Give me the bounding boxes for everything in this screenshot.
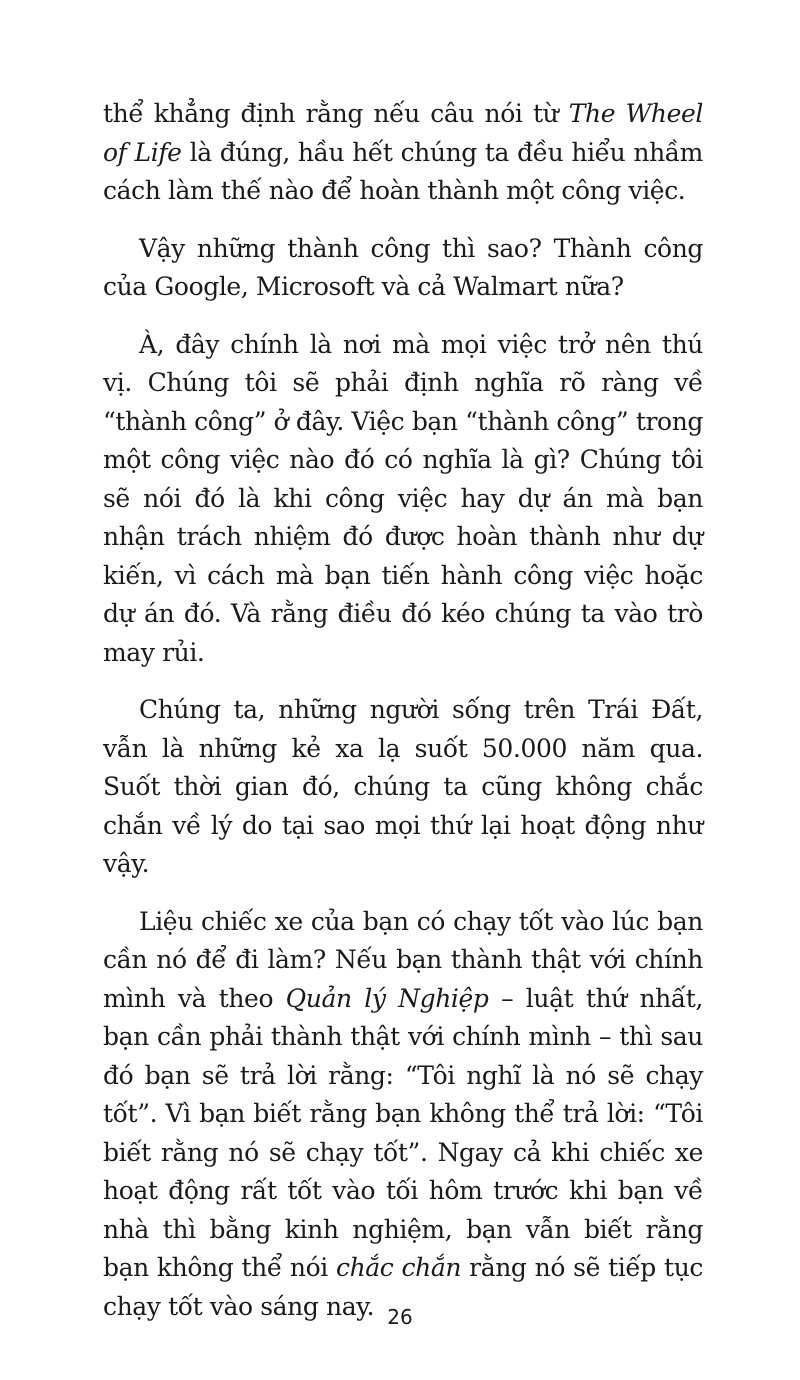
text-run: là đúng, hầu hết chúng ta đều hiểu nhầm cách làm thế nào để hoàn thành một công việc.: [103, 137, 703, 205]
paragraph: [103, 326, 703, 673]
italic-text-run: The Wheel of Life: [103, 99, 703, 167]
text-run: À, đây chính là nơi mà mọi việc trở nên thú vị. Chúng tôi sẽ phải định nghĩa rõ ràng về “thành công” ở đây. Việc bạn “thành công” trong một công việc nào đó có nghĩa là gì? Chúng tôi sẽ nói đó là khi công việc hay dự án mà bạn nhận trách nhiệm đó được hoàn thành như dự kiến, vì cách mà bạn tiến hành công việc hoặc dự án đó. Và rằng điều đó kéo chúng ta vào trò may rủi.: [103, 329, 703, 667]
paragraph: [103, 230, 703, 307]
text-run: thể khẳng định rằng nếu câu nói từ: [103, 99, 569, 128]
text-run: rằng nó sẽ tiếp tục chạy tốt vào sáng nay.: [103, 1253, 703, 1321]
paragraph: [103, 95, 703, 211]
page-number: 26: [387, 1305, 413, 1329]
paragraph: [103, 903, 703, 1327]
italic-text-run: Quản lý Nghiệp: [285, 983, 489, 1013]
text-run: – luật thứ nhất, bạn cần phải thành thật với chính mình – thì sau đó bạn sẽ trả lời rằng: “Tôi nghĩ là nó sẽ chạy tốt”. Vì bạn biết rằng bạn không thể trả lời: “Tôi biết rằng nó sẽ chạy tốt”. Ngay cả khi chiếc xe hoạt động rất tốt vào tối hôm trước khi bạn về nhà thì bằng kinh nghiệm, bạn vẫn biết rằng bạn không thể nói: [103, 983, 703, 1282]
text-run: Vậy những thành công thì sao? Thành công của Google, Microsoft và cả Walmart nữa?: [103, 233, 703, 301]
text-run: Liệu chiếc xe của bạn có chạy tốt vào lúc bạn cần nó để đi làm? Nếu bạn thành thật với chính mình và theo: [103, 906, 703, 1013]
body-text: [103, 95, 703, 1345]
paragraph: [103, 691, 703, 884]
italic-text-run: chắc chắn: [336, 1253, 462, 1282]
text-run: Chúng ta, những người sống trên Trái Đất, vẫn là những kẻ xa lạ suốt 50.000 năm qua. Suốt thời gian đó, chúng ta cũng không chắc chắn về lý do tại sao mọi thứ lại hoạt động như vậy.: [103, 695, 703, 878]
